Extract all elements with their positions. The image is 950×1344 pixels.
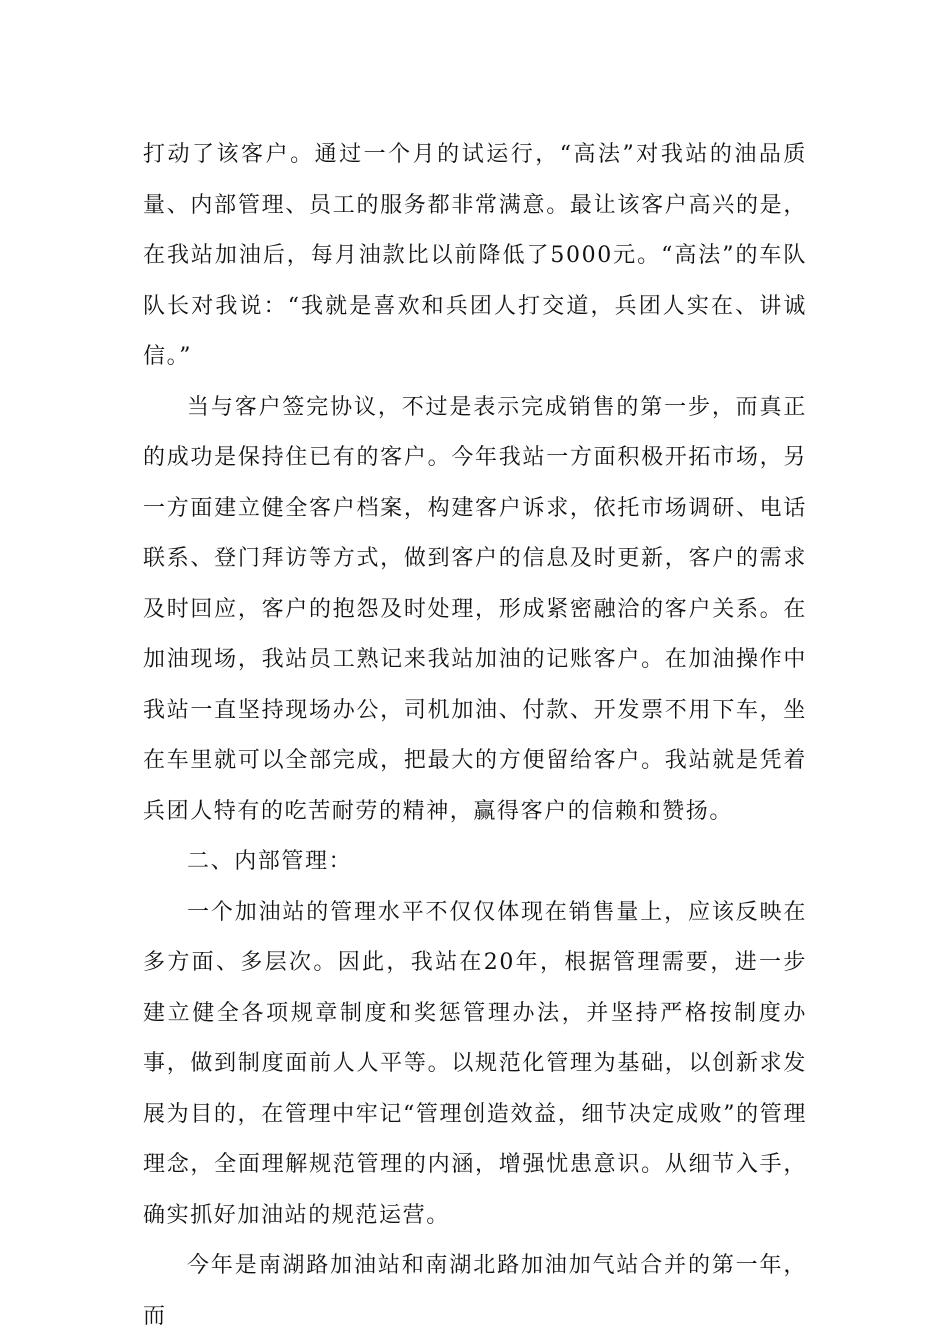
paragraph-continuation: 打动了该客户。通过一个月的试运行，“高法”对我站的油品质量、内部管理、员工的服务都非常满意。最让该客户高兴的是，在我站加油后，每月油款比以前降低了5000元。“高法”的车队队长对我说：“我就是喜欢和兵团人打交道，兵团人实在、讲诚信。” [143,142,807,369]
paragraph-customer-retention: 当与客户签完协议，不过是表示完成销售的第一步，而真正的成功是保持住已有的客户。今年我站一方面积极开拓市场，另一方面建立健全客户档案，构建客户诉求，依托市场调研、电话联系、登门拜访等方式，做到客户的信息及时更新，客户的需求及时回应，客户的抱怨及时处理，形成紧密融洽的客户关系。在加油现场，我站员工熟记来我站加油的记账客户。在加油操作中我站一直坚持现场办公，司机加油、付款、开发票不用下车，坐在车里就可以全部完成，把最大的方便留给客户。我站就是凭着兵团人特有的吃苦耐劳的精神，赢得客户的信赖和赞扬。 [143,394,807,824]
section-heading-internal-management: 二、内部管理： [187,849,353,874]
paragraph-merger: 今年是南湖路加油站和南湖北路加油加气站合并的第一年，而 [143,1253,807,1329]
paragraph-management-level: 一个加油站的管理水平不仅仅体现在销售量上，应该反映在多方面、多层次。因此，我站在20年，根据管理需要，进一步建立健全各项规章制度和奖惩管理办法，并坚持严格按制度办事，做到制度面前人人平等。以规范化管理为基础，以创新求发展为目的，在管理中牢记“管理创造效益，细节决定成败”的管理理念，全面理解规范管理的内涵，增强忧患意识。从细节入手，确实抓好加油站的规范运营。 [143,899,807,1228]
document-body [143,130,807,1342]
